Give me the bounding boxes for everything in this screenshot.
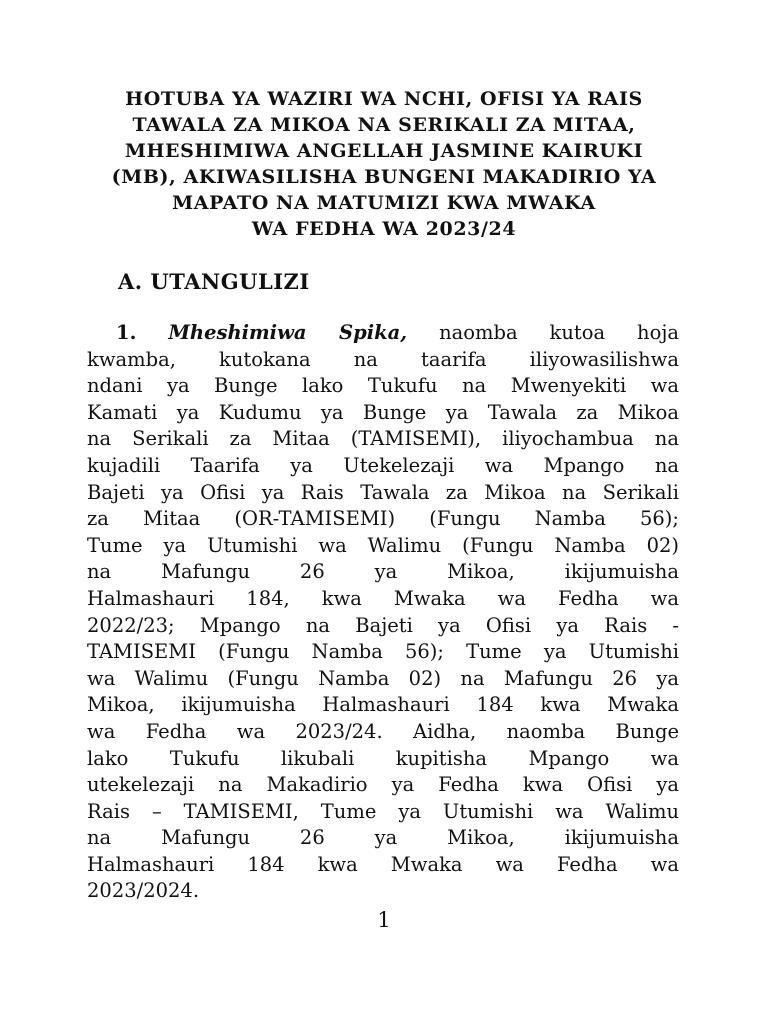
paragraph-first-line — [87, 320, 679, 347]
title-line: WA FEDHA WA 2023/24 — [251, 218, 517, 240]
paragraph-line: utekelezaji na Makadirio ya Fedha kwa Ofisi ya — [87, 773, 679, 797]
paragraph-first-line-rest: naomba kutoa hoja — [439, 321, 680, 344]
paragraph-number: 1. — [116, 321, 137, 344]
paragraph-line: 2023/2024. — [87, 879, 200, 903]
paragraph-line: Halmashauri 184 kwa Mwaka wa Fedha wa — [87, 852, 679, 876]
title-line: MHESHIMIWA ANGELLAH JASMINE KAIRUKI — [124, 140, 644, 162]
document-title — [80, 86, 688, 242]
paragraph-1 — [87, 320, 679, 905]
paragraph-line: 2022/23; Mpango na Bajeti ya Ofisi ya Rais - — [87, 613, 679, 637]
paragraph-lead: Mheshimiwa Spika, — [168, 321, 408, 344]
paragraph-line: na Mafungu 26 ya Mikoa, ikijumuisha — [87, 826, 679, 850]
paragraph-line: Halmashauri 184, kwa Mwaka wa Fedha wa — [87, 586, 679, 610]
section-heading: A. UTANGULIZI — [118, 269, 310, 294]
paragraph-line: na Serikali za Mitaa (TAMISEMI), iliyochambua na — [87, 427, 679, 451]
paragraph-line: kujadili Taarifa ya Utekelezaji wa Mpango na — [87, 453, 679, 477]
title-line: TAWALA ZA MIKOA NA SERIKALI ZA MITAA, — [132, 114, 636, 136]
paragraph-line: wa Walimu (Fungu Namba 02) na Mafungu 26 ya — [87, 666, 679, 690]
title-line: HOTUBA YA WAZIRI WA NCHI, OFISI YA RAIS — [125, 88, 643, 110]
title-line: MAPATO NA MATUMIZI KWA MWAKA — [172, 192, 596, 214]
paragraph-line: Kamati ya Kudumu ya Bunge ya Tawala za Mikoa — [87, 400, 679, 424]
paragraph-line: Rais – TAMISEMI, Tume ya Utumishi wa Walimu — [87, 799, 679, 823]
paragraph-line: TAMISEMI (Fungu Namba 56); Tume ya Utumishi — [87, 640, 679, 664]
paragraph-line: na Mafungu 26 ya Mikoa, ikijumuisha — [87, 560, 679, 584]
paragraph-line: za Mitaa (OR-TAMISEMI) (Fungu Namba 56); — [87, 507, 679, 531]
paragraph-line: lako Tukufu likubali kupitisha Mpango wa — [87, 746, 679, 770]
paragraph-line: kwamba, kutokana na taarifa iliyowasilishwa — [87, 347, 679, 371]
paragraph-line: ndani ya Bunge lako Tukufu na Mwenyekiti wa — [87, 374, 679, 398]
paragraph-line: Bajeti ya Ofisi ya Rais Tawala za Mikoa na Serikali — [87, 480, 679, 504]
title-line: (MB), AKIWASILISHA BUNGENI MAKADIRIO YA — [111, 166, 657, 188]
paragraph-line: wa Fedha wa 2023/24. Aidha, naomba Bunge — [87, 719, 679, 743]
paragraph-line: Tume ya Utumishi wa Walimu (Fungu Namba 02) — [87, 533, 679, 557]
paragraph-line: Mikoa, ikijumuisha Halmashauri 184 kwa Mwaka — [87, 693, 679, 717]
page-number: 1 — [377, 908, 391, 932]
